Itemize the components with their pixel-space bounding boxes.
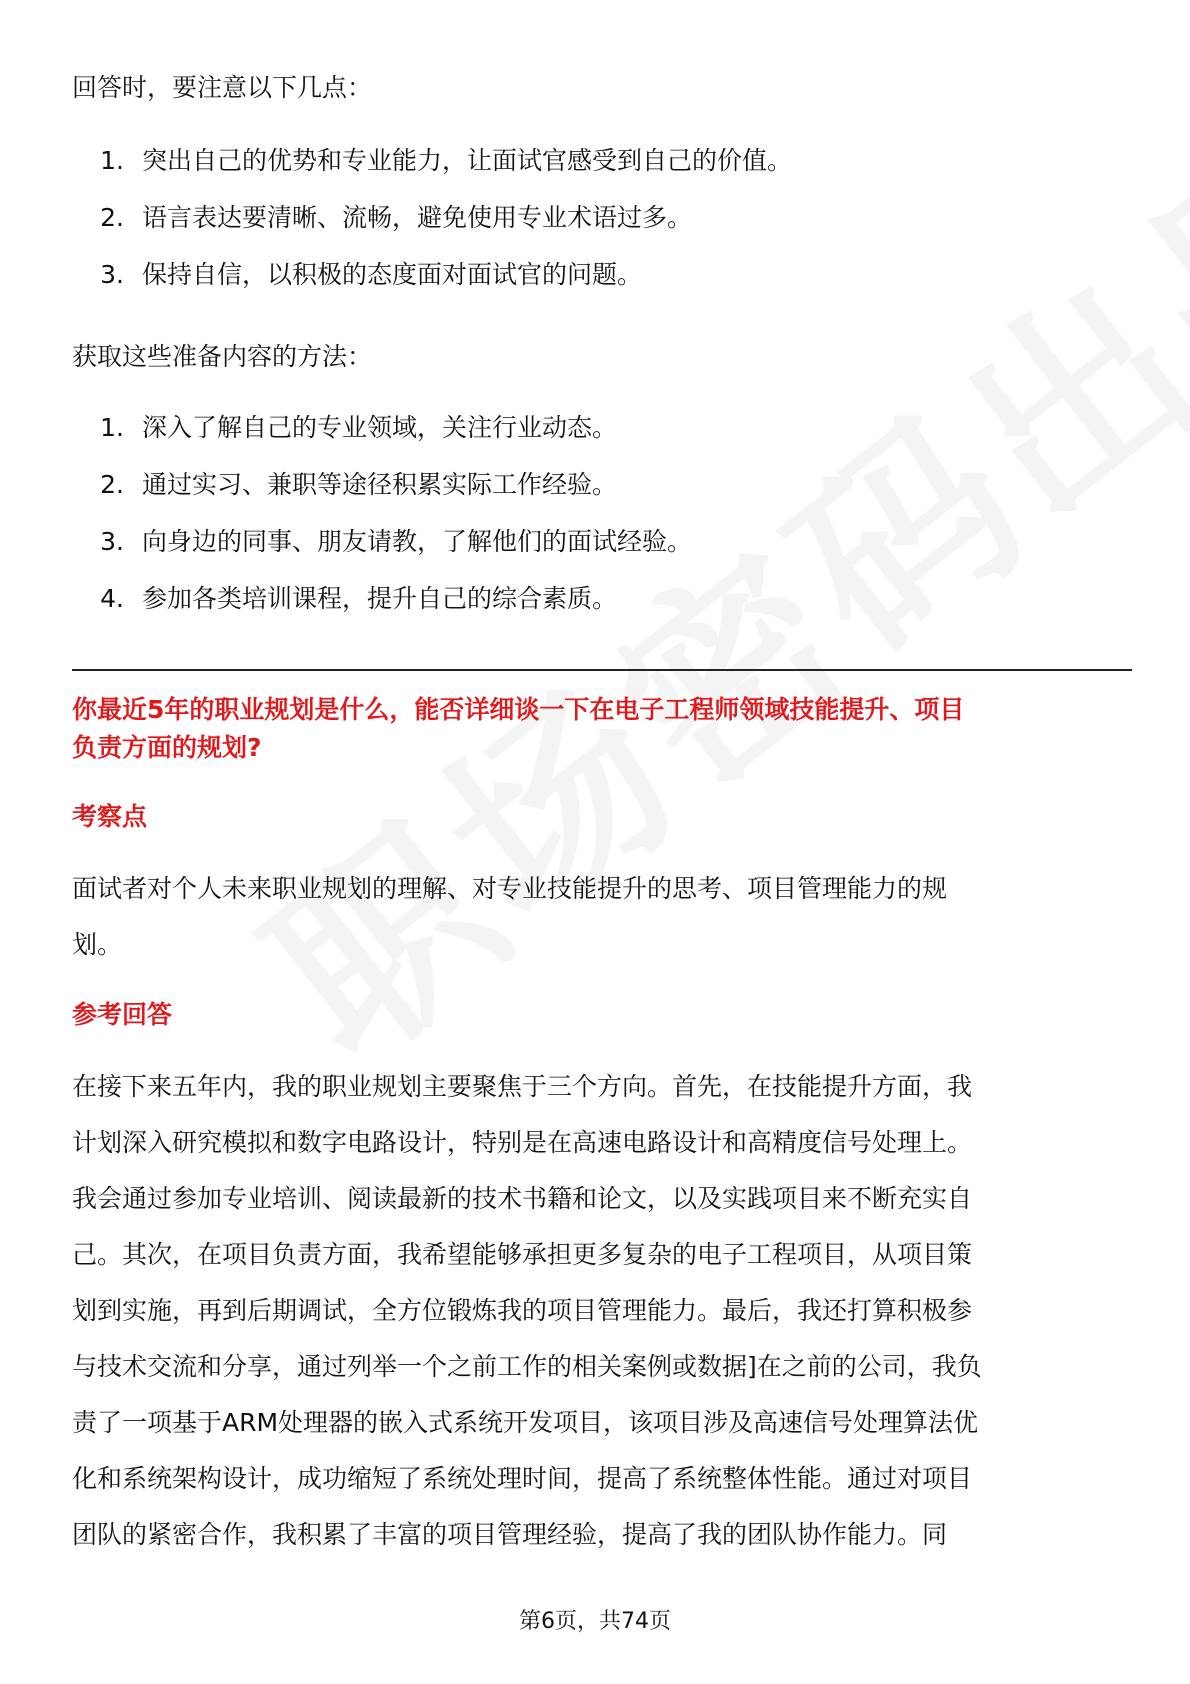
section-divider: [72, 669, 1132, 671]
intro-methods: 获取这些准备内容的方法：: [72, 342, 373, 371]
question-title: 你最近5年的职业规划是什么，能否详细谈一下在电子工程师领域技能提升、项目 负责方面的规划?: [72, 695, 965, 762]
list-item: 2. 通过实习、兼职等途径积累实际工作经验。: [100, 470, 618, 499]
answer-text: 在接下来五年内，我的职业规划主要聚焦于三个方向。首先，在技能提升方面，我 计划深入研究模拟和数字电路设计，特别是在高速电路设计和高精度信号处理上。 我会通过参加专业培训、阅读最新的技术书籍和论文，以及实践项目来不断充实自 己。其次，在项目负责方面，我希望能够承担更多复杂的电子工程项目，从项目策 划到实施，再到后期调试，全方位锻炼我的项目管理能力。最后，我还打算积极参 与技术交流和分享，通过列举一个之前工作的相关案例或数据]在之前的公司，我负 责了一项基于ARM处理器的嵌入式系统开发项目，该项目涉及高速信号处理算法优 化和系统架构设计，成功缩短了系统处理时间，提高了系统整体性能。通过对项目 团队的紧密合作，我积累了丰富的项目管理经验，提高了我的团队协作能力。同: [72, 1072, 982, 1549]
focus-text: 面试者对个人未来职业规划的理解、对专业技能提升的思考、项目管理能力的规 划。: [72, 874, 948, 959]
list-item: 4. 参加各类培训课程，提升自己的综合素质。: [100, 584, 618, 613]
methods-list: [72, 399, 1132, 627]
list-item: 1. 突出自己的优势和专业能力，让面试官感受到自己的价值。: [100, 146, 793, 175]
page-content: [72, 60, 1132, 1563]
focus-heading: 考察点: [72, 802, 148, 831]
list-item: 2. 语言表达要清晰、流畅，避免使用专业术语过多。: [100, 203, 693, 232]
list-item: 3. 保持自信，以积极的态度面对面试官的问题。: [100, 260, 643, 289]
tips-list: [72, 132, 1132, 303]
answer-heading: 参考回答: [72, 1000, 173, 1029]
list-item: 1. 深入了解自己的专业领域，关注行业动态。: [100, 413, 618, 442]
intro-points: 回答时，要注意以下几点：: [72, 73, 373, 102]
page-number: 第6页，共74页: [519, 1609, 671, 1634]
list-item: 3. 向身边的同事、朋友请教，了解他们的面试经验。: [100, 527, 693, 556]
